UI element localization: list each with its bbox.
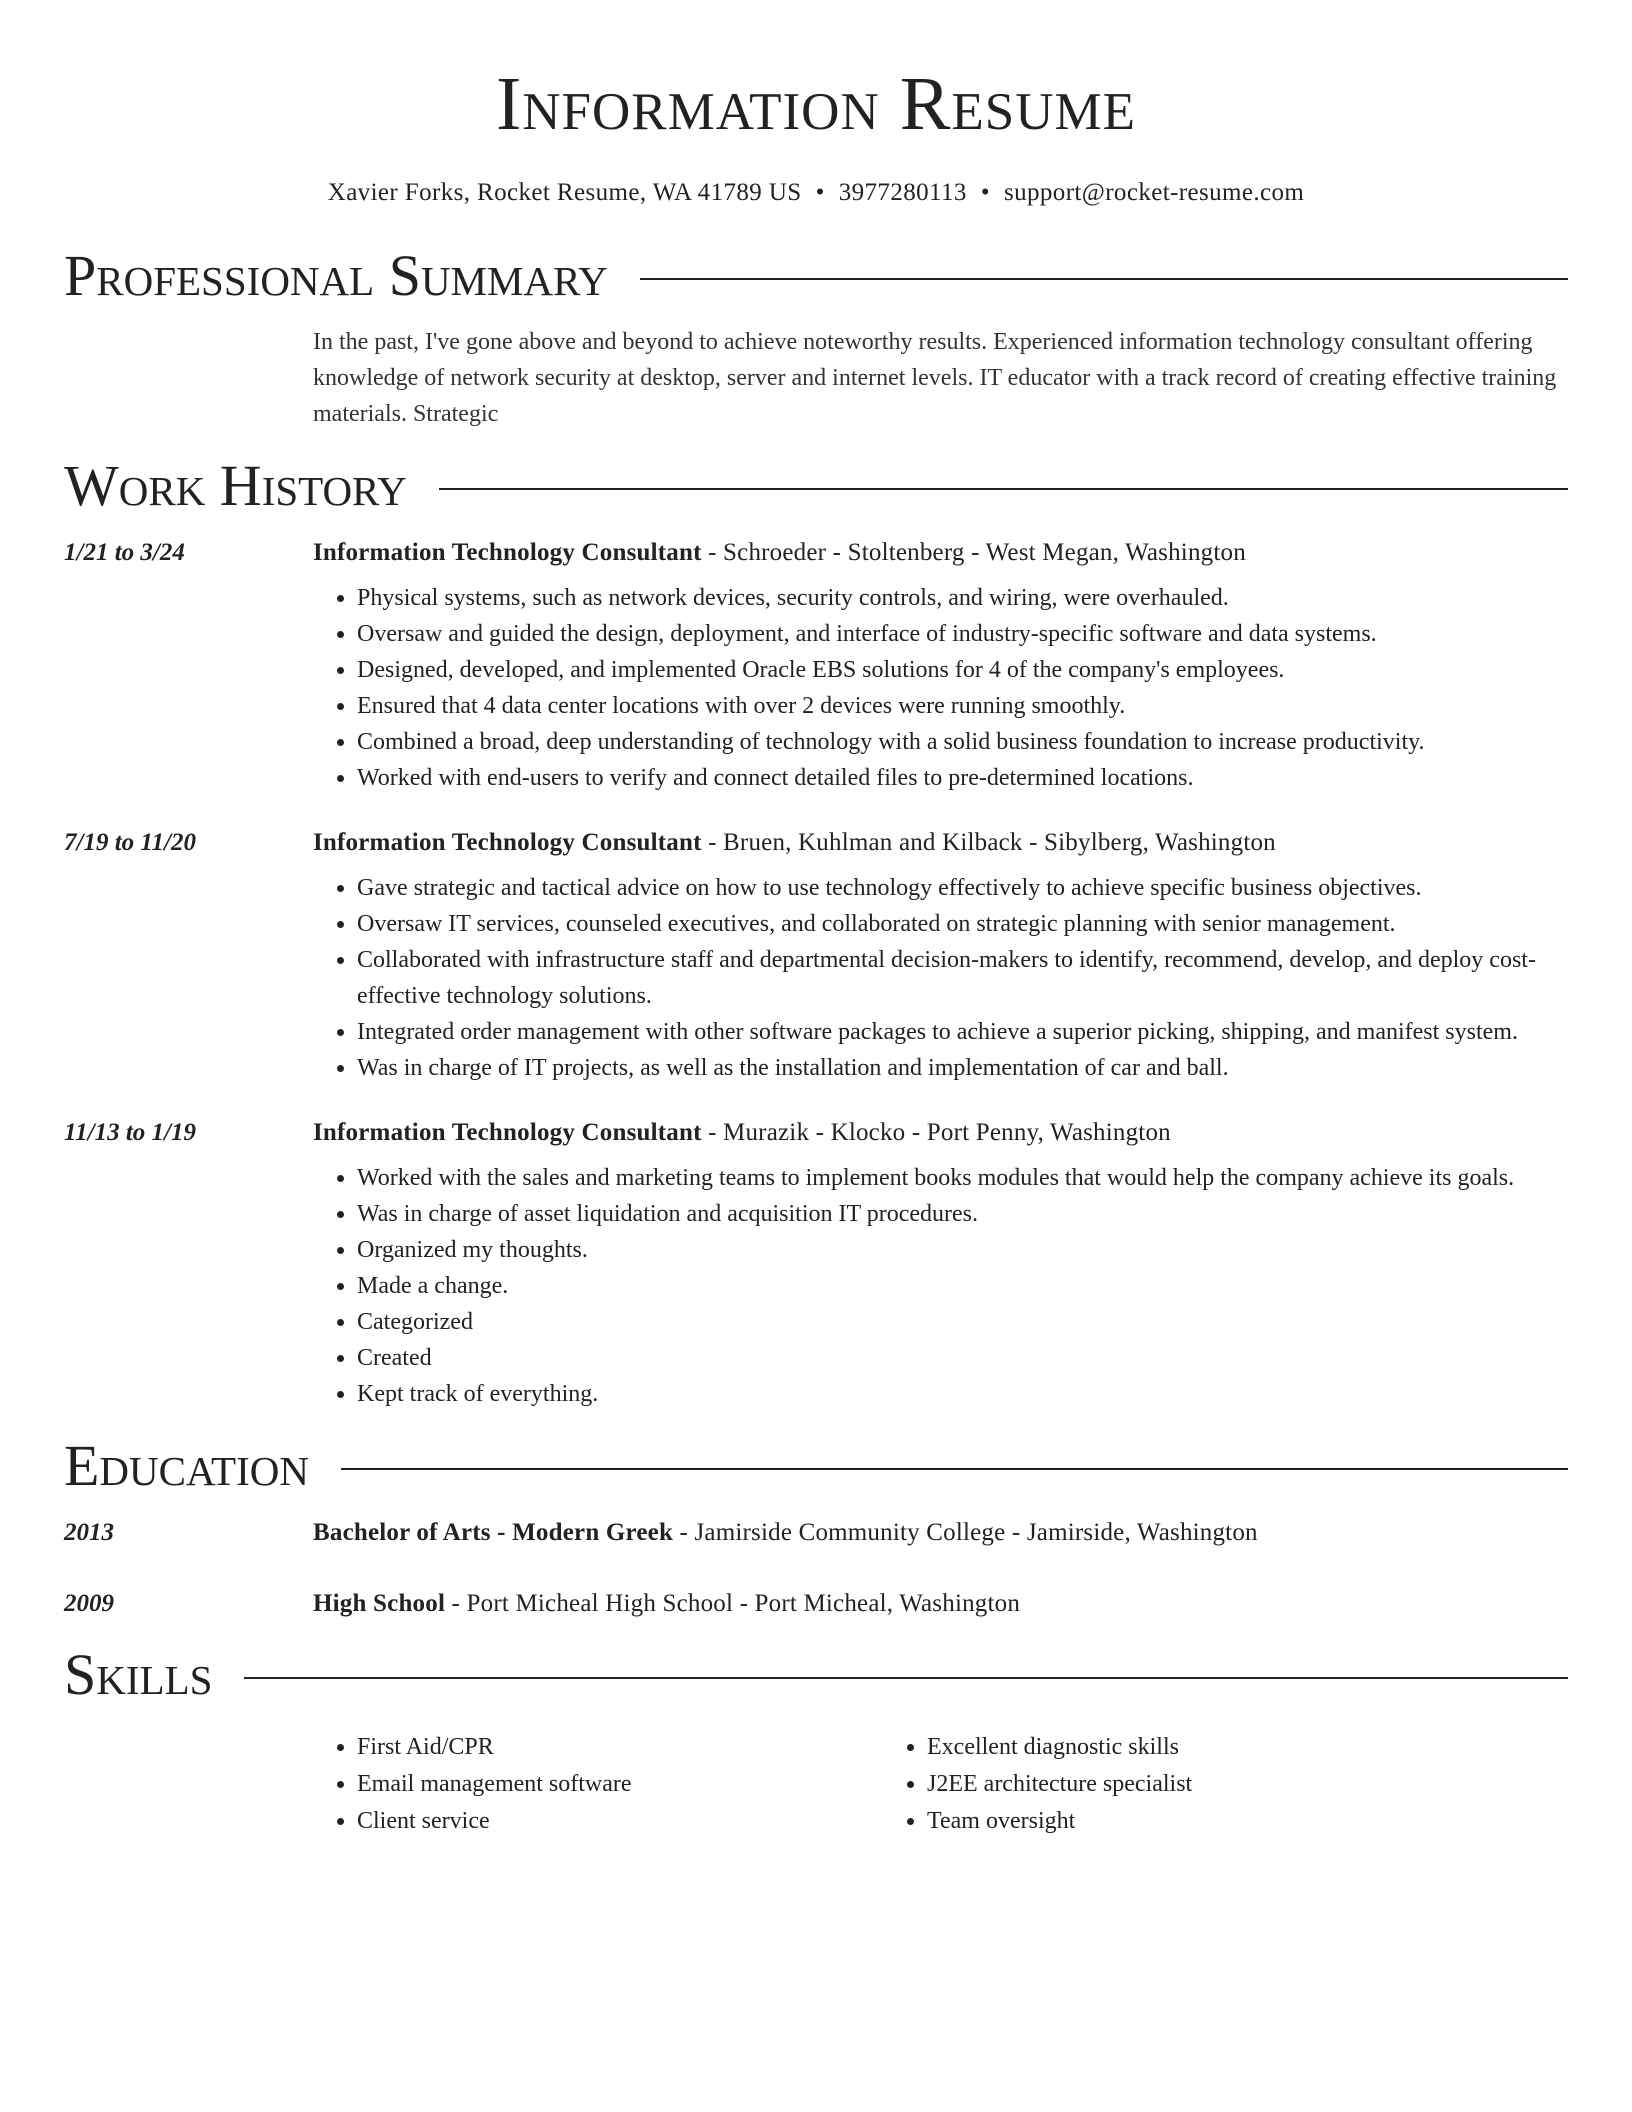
job-details: - Bruen, Kuhlman and Kilback - Sibylberg, Washington: [701, 829, 1276, 856]
job-title: [313, 1118, 1568, 1148]
contact-line: [64, 178, 1568, 208]
email: support@rocket-resume.com: [1003, 179, 1305, 206]
education-title: [313, 1589, 1568, 1619]
skills-column-left: [313, 1729, 883, 1840]
education-degree: High School: [313, 1590, 446, 1617]
job-bullets: [313, 870, 1568, 1086]
skills-list: [313, 1729, 1568, 1840]
section-title-skills: Skills: [64, 1642, 213, 1707]
job-bullets: [313, 580, 1568, 796]
resume-name: Information Resume: [495, 62, 1137, 146]
section-divider: [640, 278, 1568, 280]
skill-item: • Client service: [357, 1803, 883, 1840]
section-divider: [439, 488, 1568, 490]
list-item: • Was in charge of IT projects, as well as the installation and implementation of car and ball.: [357, 1050, 1568, 1086]
job-dates: 7/19 to 11/20: [64, 829, 196, 856]
job-details: - Schroeder - Stoltenberg - West Megan, Washington: [701, 539, 1246, 566]
job-role: Information Technology Consultant: [313, 1119, 702, 1146]
list-item: • Made a change.: [357, 1268, 1568, 1304]
list-item: • Kept track of everything.: [357, 1376, 1568, 1412]
list-item: • Categorized: [357, 1304, 1568, 1340]
summary-text: In the past, I've gone above and beyond to achieve noteworthy results. Experienced information technology consultant offering knowledge of network security at desktop, server and internet levels. IT educator with a track record of creating effective training materials. Strategic: [313, 329, 1557, 427]
job-entry: [64, 828, 1568, 1086]
separator: •: [980, 179, 990, 206]
job-body: [313, 1118, 1568, 1412]
section-divider: [244, 1677, 1568, 1679]
section-title-summary: Professional Summary: [64, 243, 608, 308]
list-item: • Created: [357, 1340, 1568, 1376]
skill-item: • J2EE architecture specialist: [927, 1766, 1453, 1803]
job-dates: 11/13 to 1/19: [64, 1119, 196, 1146]
list-item: • Worked with end-users to verify and connect detailed files to pre-determined locations.: [357, 760, 1568, 796]
list-item: • Oversaw and guided the design, deployment, and interface of industry-specific software and data systems.: [357, 616, 1568, 652]
education-degree: Bachelor of Arts - Modern Greek: [313, 1519, 674, 1546]
job-entry: [64, 538, 1568, 796]
address: Xavier Forks, Rocket Resume, WA 41789 US: [327, 179, 802, 206]
phone: 3977280113: [838, 179, 967, 206]
job-details: - Murazik - Klocko - Port Penny, Washington: [701, 1119, 1171, 1146]
work-section-header: [64, 454, 1568, 518]
job-bullets: [313, 1160, 1568, 1412]
education-entry: [64, 1518, 1568, 1548]
section-divider: [341, 1468, 1568, 1470]
education-section-header: [64, 1434, 1568, 1498]
education-entry: [64, 1589, 1568, 1619]
list-item: • Was in charge of asset liquidation and acquisition IT procedures.: [357, 1196, 1568, 1232]
list-item: • Combined a broad, deep understanding of technology with a solid business foundation to increase productivity.: [357, 724, 1568, 760]
skill-item: • Email management software: [357, 1766, 883, 1803]
skill-item: • Excellent diagnostic skills: [927, 1729, 1453, 1766]
job-role: Information Technology Consultant: [313, 829, 702, 856]
list-item: • Ensured that 4 data center locations with over 2 devices were running smoothly.: [357, 688, 1568, 724]
list-item: • Gave strategic and tactical advice on how to use technology effectively to achieve specific business objectives.: [357, 870, 1568, 906]
education-details: - Port Micheal High School - Port Micheal, Washington: [445, 1590, 1021, 1617]
skills-column-right: [883, 1729, 1453, 1840]
education-body: [313, 1518, 1568, 1548]
education-year: 2013: [64, 1519, 114, 1546]
skill-item: • Team oversight: [927, 1803, 1453, 1840]
education-title: [313, 1518, 1568, 1548]
education-details: - Jamirside Community College - Jamirside, Washington: [673, 1519, 1258, 1546]
section-title-education: Education: [64, 1433, 309, 1498]
list-item: • Physical systems, such as network devices, security controls, and wiring, were overhauled.: [357, 580, 1568, 616]
summary-section-header: [64, 244, 1568, 308]
job-role: Information Technology Consultant: [313, 539, 702, 566]
job-dates: 1/21 to 3/24: [64, 539, 185, 566]
education-year: 2009: [64, 1590, 114, 1617]
job-title: [313, 538, 1568, 568]
section-title-work: Work History: [64, 453, 407, 518]
separator: •: [815, 179, 825, 206]
job-entry: [64, 1118, 1568, 1412]
list-item: • Collaborated with infrastructure staff and departmental decision-makers to identify, recommend, develop, and deploy cost-effective technology solutions.: [357, 942, 1568, 1014]
job-title: [313, 828, 1568, 858]
skill-item: • First Aid/CPR: [357, 1729, 883, 1766]
list-item: • Designed, developed, and implemented Oracle EBS solutions for 4 of the company's employees.: [357, 652, 1568, 688]
job-body: [313, 538, 1568, 796]
skills-section-header: [64, 1643, 1568, 1707]
education-body: [313, 1589, 1568, 1619]
list-item: • Organized my thoughts.: [357, 1232, 1568, 1268]
job-body: [313, 828, 1568, 1086]
list-item: • Oversaw IT services, counseled executives, and collaborated on strategic planning with senior management.: [357, 906, 1568, 942]
list-item: • Worked with the sales and marketing teams to implement books modules that would help the company achieve its goals.: [357, 1160, 1568, 1196]
list-item: • Integrated order management with other software packages to achieve a superior picking, shipping, and manifest system.: [357, 1014, 1568, 1050]
